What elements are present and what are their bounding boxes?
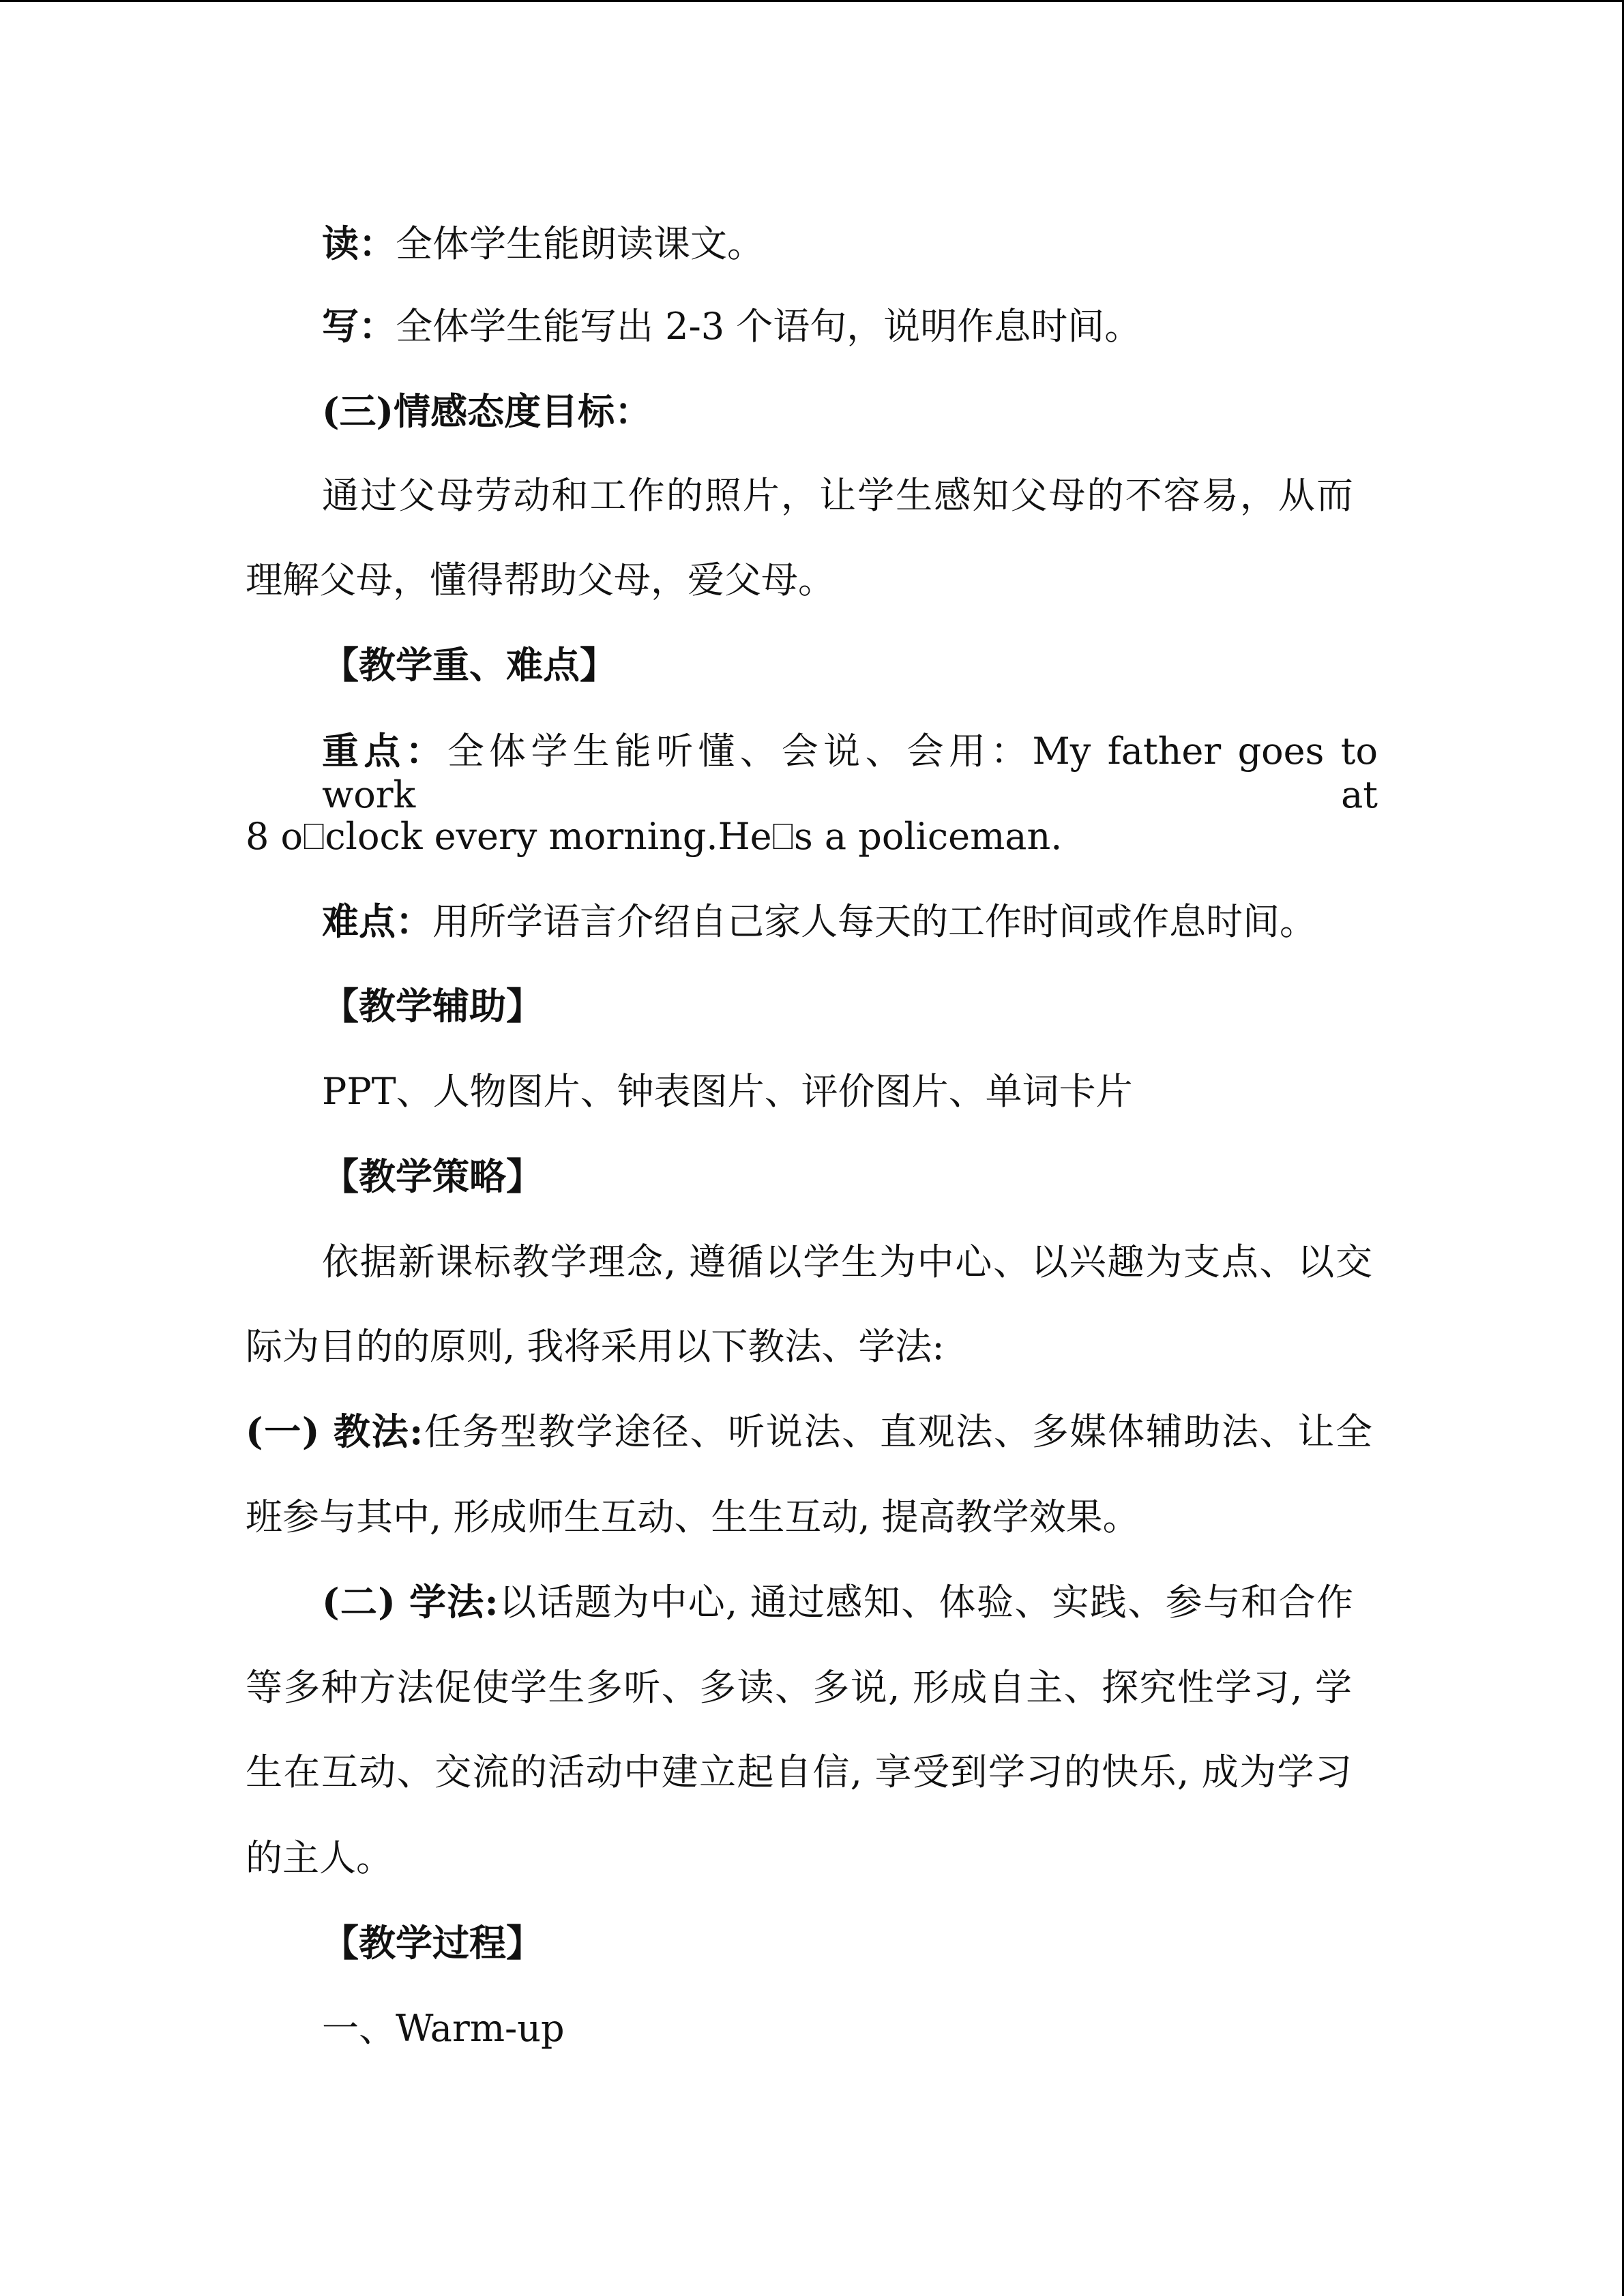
learning-method-label: (二) 学法:: [322, 1580, 499, 1624]
paragraph-learning-method-line-4: 的主人。: [246, 1836, 393, 1879]
paragraph-teaching-method: [246, 1410, 1372, 1454]
paragraph-teaching-method-line-2: 班参与其中, 形成师生互动、生生互动, 提高教学效果。: [246, 1495, 1140, 1538]
section-warm-up: 一、Warm-up: [322, 2007, 565, 2050]
key-point-text: 全体学生能听懂、会说、会用：My father goes to work at: [322, 730, 1378, 816]
difficulty-label: 难点：: [322, 899, 432, 943]
read-text: 全体学生能朗读课文。: [396, 222, 764, 265]
paragraph-key-point: [322, 729, 1378, 817]
learning-method-text: 以话题为中心, 通过感知、体验、实践、参与和合作: [498, 1581, 1353, 1624]
teaching-method-label: (一) 教法:: [246, 1410, 424, 1453]
paragraph-teaching-aids: PPT、人物图片、钟表图片、评价图片、单词卡片: [322, 1070, 1133, 1113]
paragraph-write-goal: [322, 304, 1386, 348]
paragraph-emotion-line-2: 理解父母，懂得帮助父母，爱父母。: [246, 558, 835, 601]
paragraph-emotion-line-1: 通过父母劳动和工作的照片，让学生感知父母的不容易，从而: [322, 474, 1353, 517]
teaching-method-text: 任务型教学途径、听说法、直观法、多媒体辅助法、让全: [423, 1410, 1372, 1453]
paragraph-learning-method: [322, 1580, 1353, 1624]
heading-key-points: 【教学重、难点】: [322, 643, 617, 687]
heading-teaching-aids: 【教学辅助】: [322, 984, 543, 1028]
difficulty-text: 用所学语言介绍自己家人每天的工作时间或作息时间。: [432, 900, 1316, 943]
read-label: 读：: [322, 222, 396, 265]
paragraph-strategy-line-1: 依据新课标教学理念, 遵循以学生为中心、以兴趣为支点、以交: [322, 1240, 1372, 1283]
write-label: 写：: [322, 304, 396, 348]
heading-teaching-process: 【教学过程】: [322, 1921, 543, 1965]
paragraph-difficulty: [322, 899, 1386, 944]
paragraph-learning-method-line-3: 生在互动、交流的活动中建立起自信, 享受到学习的快乐, 成为学习: [246, 1750, 1352, 1793]
paragraph-learning-method-line-2: 等多种方法促使学生多听、多读、多说, 形成自主、探究性学习, 学: [246, 1666, 1352, 1709]
heading-teaching-strategy: 【教学策略】: [322, 1154, 543, 1198]
paragraph-read-goal: [322, 222, 1386, 266]
key-point-label: 重点：: [322, 729, 447, 773]
write-text: 全体学生能写出 2-3 个语句，说明作息时间。: [396, 305, 1142, 348]
paragraph-key-point-line-2: 8 o⎕clock every morning.He⎕s a policeman.: [246, 815, 1063, 858]
paragraph-strategy-line-2: 际为目的的原则, 我将采用以下教法、学法:: [246, 1325, 945, 1368]
heading-emotion-goal: (三)情感态度目标：: [322, 389, 652, 433]
